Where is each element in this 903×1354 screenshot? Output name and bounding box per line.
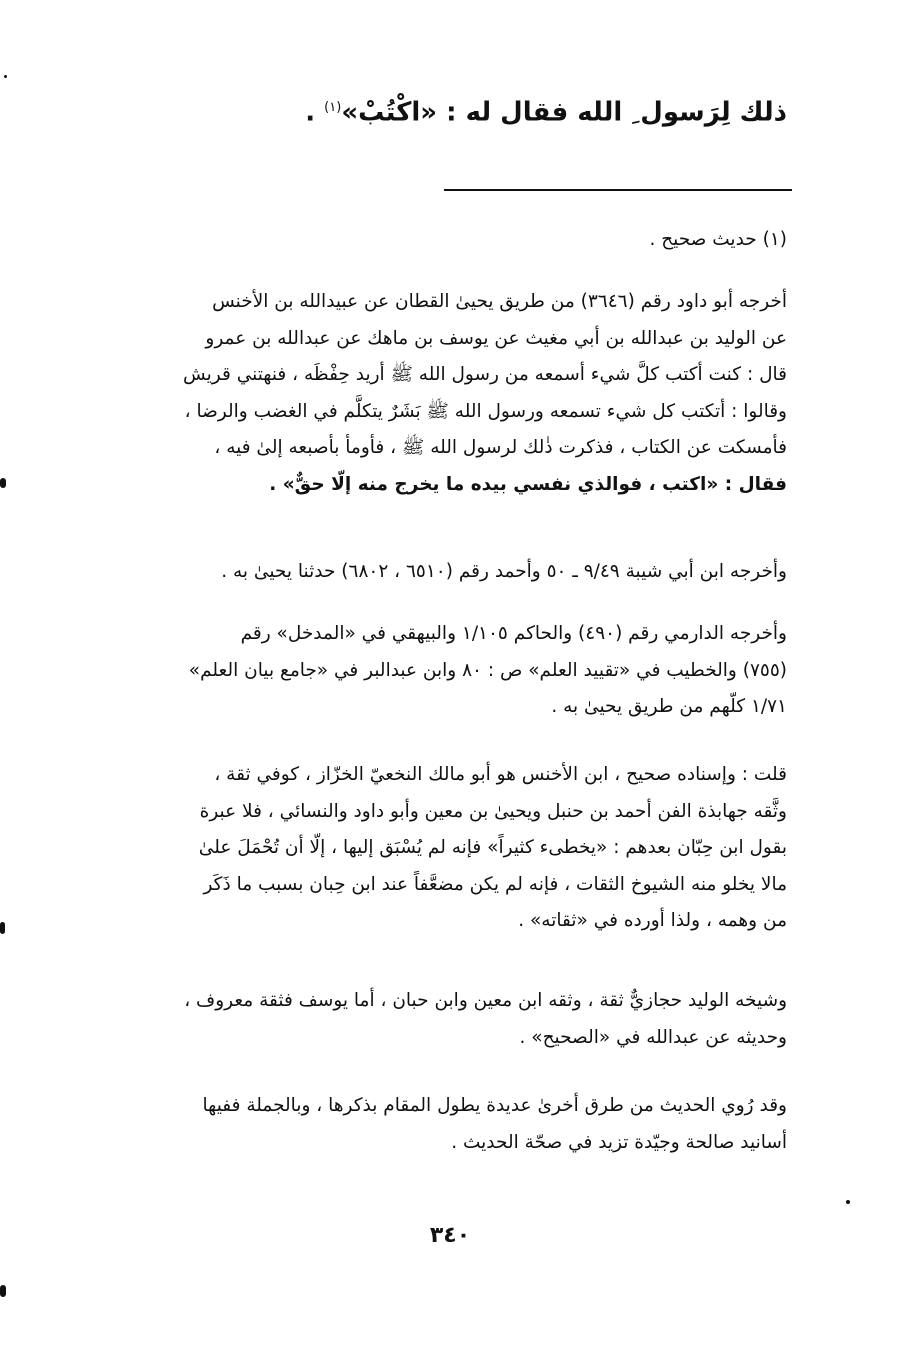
main-text: ذلك لِرَسول ِ الله فقال له : «اكْتُبْ»: [341, 97, 787, 128]
footnote-paragraph-3: [119, 616, 787, 726]
paragraph-line: أخرجه أبو داود رقم (٣٦٤٦) من طريق يحيىٰ القطان عن عبيدالله بن الأخنس: [212, 291, 787, 312]
paragraph-line: وأخرجه الدارمي رقم (٤٩٠) والحاكم ١/١٠٥ والبيهقي في «المدخل» رقم: [240, 623, 787, 644]
footnote-paragraph-6: [119, 1088, 787, 1161]
main-text-line: [87, 82, 787, 139]
footnote-separator: [444, 189, 792, 191]
scan-speck: [0, 478, 6, 488]
footnote-heading: (١) حديث صحيح .: [649, 229, 787, 250]
scan-speck: [0, 922, 5, 934]
paragraph-line: قال : كنت أكتب كلَّ شيء أسمعه من رسول الله ﷺ أريد حِفْظَه ، فنهتني قريش: [183, 364, 787, 385]
page-number: ٣٤٠: [429, 1223, 471, 1248]
footnote-paragraph-5: [119, 983, 787, 1056]
paragraph-line: عن الوليد بن عبدالله بن أبي مغيث عن يوسف بن ماهك عن عبدالله بن عمرو: [205, 327, 787, 349]
paragraph-line: ١/٧١ كلّهم من طريق يحيىٰ به .: [551, 696, 787, 717]
footnote-reference: (١): [324, 100, 342, 115]
paragraph-line: بقول ابن حِبّان بعدهم : «يخطىء كثيراً» فإنه لم يُسْبَق إليها ، إلّا أن تُحْمَلَ علىٰ: [198, 837, 787, 858]
scan-speck: [4, 75, 7, 78]
paragraph-line: أسانيد صالحة وجيّدة تزيد في صحّة الحديث .: [451, 1131, 787, 1153]
footnote-paragraph-4: [119, 757, 787, 940]
paragraph-line: قلت : وإسناده صحيح ، ابن الأخنس هو أبو مالك النخعيّ الخزّاز ، كوفي ثقة ،: [214, 764, 787, 785]
hadith-quote-line: فقال : «اكتب ، فوالذي نفسي بيده ما يخرج منه إلّا حقٌّ» .: [269, 473, 787, 495]
paragraph-line: وحديثه عن عبدالله في «الصحيح» .: [519, 1026, 787, 1048]
paragraph-line: (٧٥٥) والخطيب في «تقييد العلم» ص : ٨٠ وابن عبدالبر في «جامع بيان العلم»: [188, 659, 787, 681]
paragraph-line: وثَّقه جهابذة الفن أحمد بن حنبل ويحيىٰ بن معين وأبو داود والنسائي ، فلا عبرة: [199, 800, 787, 822]
paragraph-line: وشيخه الوليد حجازيٌّ ثقة ، وثقه ابن معين وابن حبان ، أما يوسف فثقة معروف ،: [184, 990, 787, 1011]
paragraph-line: وأخرجه ابن أبي شيبة ٩/٤٩ ـ ٥٠ وأحمد رقم (٦٥١٠ ، ٦٨٠٢) حدثنا يحيىٰ به .: [221, 561, 787, 582]
footnote-paragraph-2: [119, 554, 787, 591]
paragraph-line: مالا يخلو منه الشيوخ الثقات ، فإنه لم يكن مضعَّفاً عند ابن حِبان بسبب ما ذَكَر: [203, 873, 787, 895]
scan-speck: [0, 1285, 6, 1297]
main-text-end: .: [305, 97, 325, 128]
scan-speck: [846, 1200, 850, 1204]
footnote-paragraph-1: [119, 284, 787, 503]
paragraph-line: من وهمه ، ولذا أورده في «ثقاته» .: [518, 910, 787, 931]
paragraph-line: وقالوا : أتكتب كل شيء تسمعه ورسول الله ﷺ بَشَرٌ يتكلَّم في الغضب والرضا ،: [184, 400, 787, 422]
paragraph-line: فأمسكت عن الكتاب ، فذكرت ذٰلك لرسول الله ﷺ ، فأومأ بأصبعه إلىٰ فيه ،: [214, 437, 787, 458]
paragraph-line: وقد رُوي الحديث من طرق أخرىٰ عديدة يطول المقام بذكرها ، وبالجملة ففيها: [202, 1095, 787, 1116]
